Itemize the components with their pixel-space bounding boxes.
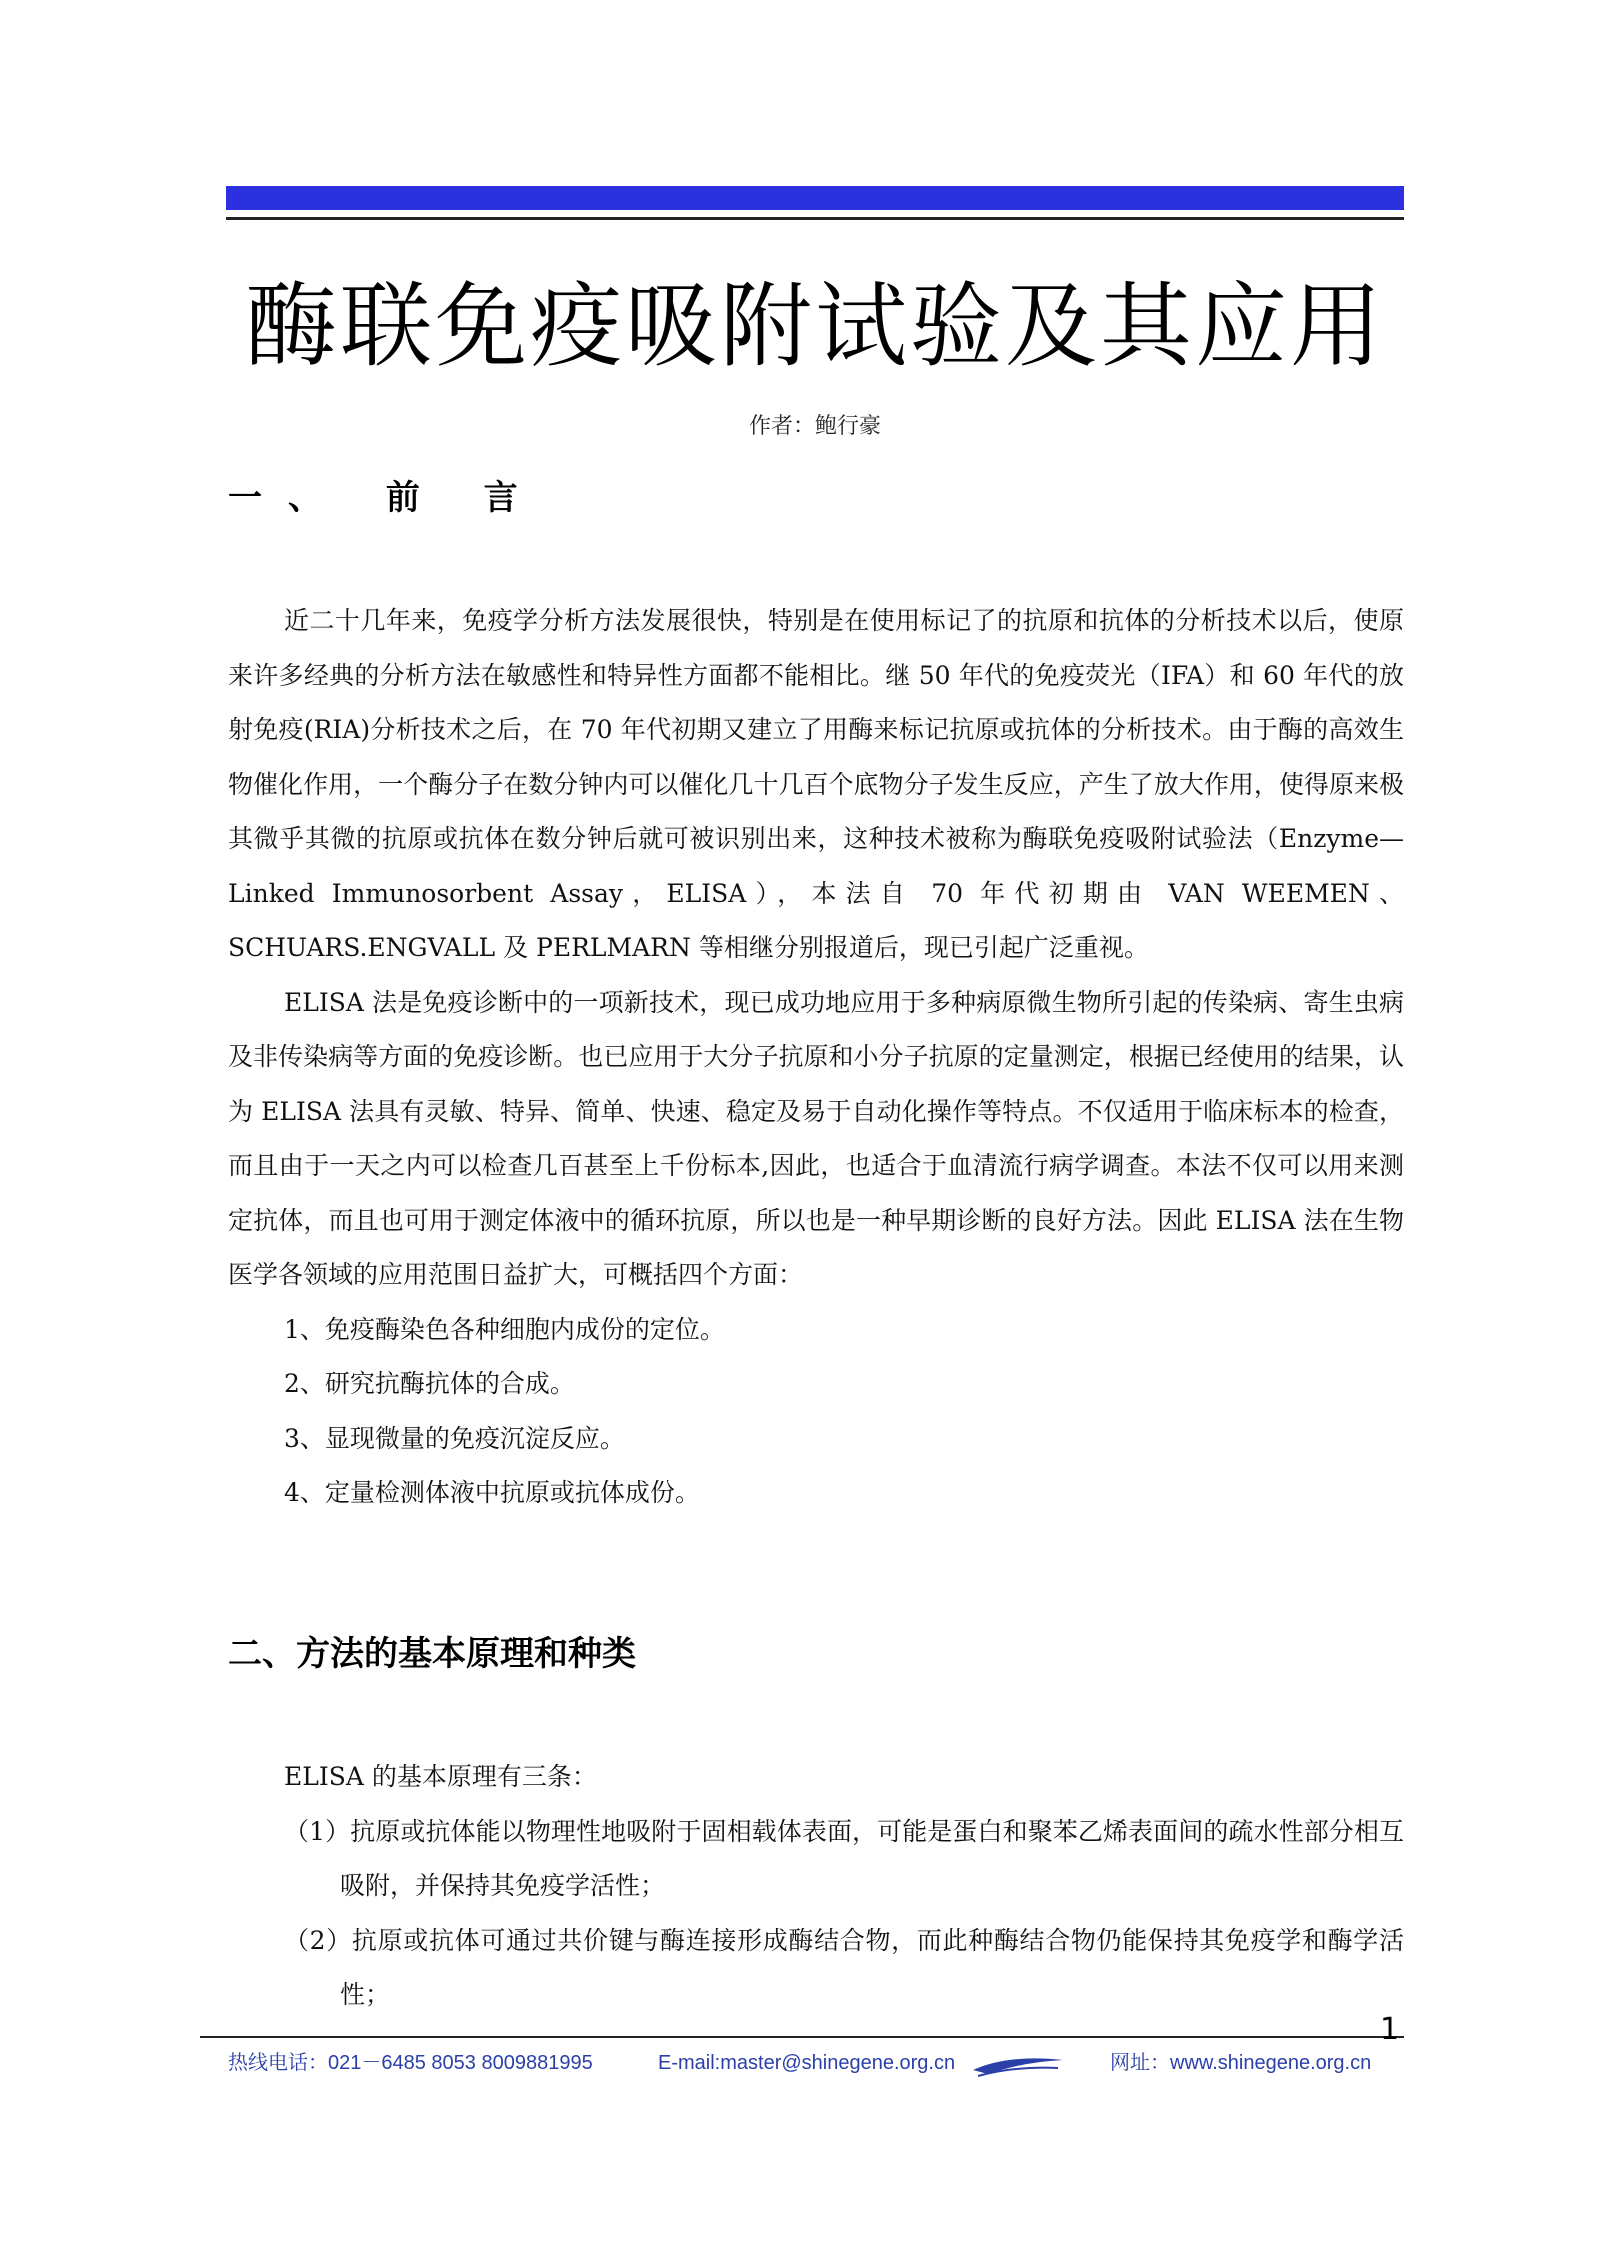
footer-email: E-mail:master@shinegene.org.cn xyxy=(658,2052,956,2074)
section-heading-principles: 二、方法的基本原理和种类 xyxy=(228,1634,636,1674)
principle-item: （2）抗原或抗体可通过共价键与酶连接形成酶结合物，而此种酶结合物仍能保持其免疫学和酶学活性； xyxy=(284,1925,1404,2009)
list-item: 3、显现微量的免疫沉淀反应。 xyxy=(284,1423,625,1453)
footer-rule xyxy=(200,2036,1404,2038)
header-bar xyxy=(226,186,1404,210)
shinegene-logo-icon xyxy=(968,2048,1068,2088)
list-item: 1、免疫酶染色各种细胞内成份的定位。 xyxy=(284,1314,725,1344)
section-principles-body xyxy=(228,1750,1404,2023)
footer-website: 网址：www.shinegene.org.cn xyxy=(1110,2052,1372,2074)
author-line: 作者：鲍行豪 xyxy=(748,414,881,439)
header-rule xyxy=(226,217,1404,220)
paragraph: ELISA 法是免疫诊断中的一项新技术，现已成功地应用于多种病原微生物所引起的传染病、寄生虫病及非传染病等方面的免疫诊断。也已应用于大分子抗原和小分子抗原的定量测定，根据已经使用的结果，认为 ELISA 法具有灵敏、特异、简单、快速、稳定及易于自动化操作等特点。不仅适用于临床标本的检查，而且由于一天之内可以检查几百甚至上千份标本,因此，也适合于血清流行病学调查。本法不仅可以用来测定抗体，而且也可用于测定体液中的循环抗原，所以也是一种早期诊断的良好方法。因此 ELISA 法在生物医学各领域的应用范围日益扩大，可概括四个方面： xyxy=(228,987,1404,1289)
list-item: 2、研究抗酶抗体的合成。 xyxy=(284,1369,575,1398)
document-title: 酶联免疫吸附试验及其应用 xyxy=(244,273,1385,380)
section-preface-body xyxy=(228,594,1404,1521)
paragraph: 近二十几年来，免疫学分析方法发展很快，特别是在使用标记了的抗原和抗体的分析技术以后，使原来许多经典的分析方法在敏感性和特异性方面都不能相比。继 50 年代的免疫荧光（IFA）和 60 年代的放射免疫(RIA)分析技术之后，在 70 年代初期又建立了用酶来标记抗原或抗体的分析技术。由于酶的高效生物催化作用，一个酶分子在数分钟内可以催化几十几百个底物分子发生反应，产生了放大作用，使得原来极其微乎其微的抗原或抗体在数分钟后就可被识别出来，这种技术被称为酶联免疫吸附试验法（Enzyme—Linked Immunosorbent Assay，ELISA），本法自 70 年代初期由 VAN WEEMEN、SCHUARS.ENGVALL 及 PERLMARN 等相继分别报道后，现已引起广泛重视。 xyxy=(228,606,1404,962)
footer-phone: 热线电话：021－6485 8053 8009881995 xyxy=(228,2052,593,2074)
section-heading-preface: 一、 前 言 xyxy=(228,478,544,518)
principle-item: （1）抗原或抗体能以物理性地吸附于固相载体表面，可能是蛋白和聚苯乙烯表面间的疏水性部分相互吸附，并保持其免疫学活性； xyxy=(284,1816,1404,1900)
principles-intro: ELISA 的基本原理有三条： xyxy=(284,1762,597,1791)
list-item: 4、定量检测体液中抗原或抗体成份。 xyxy=(284,1478,700,1507)
page-number: 1 xyxy=(1380,2012,1400,2047)
